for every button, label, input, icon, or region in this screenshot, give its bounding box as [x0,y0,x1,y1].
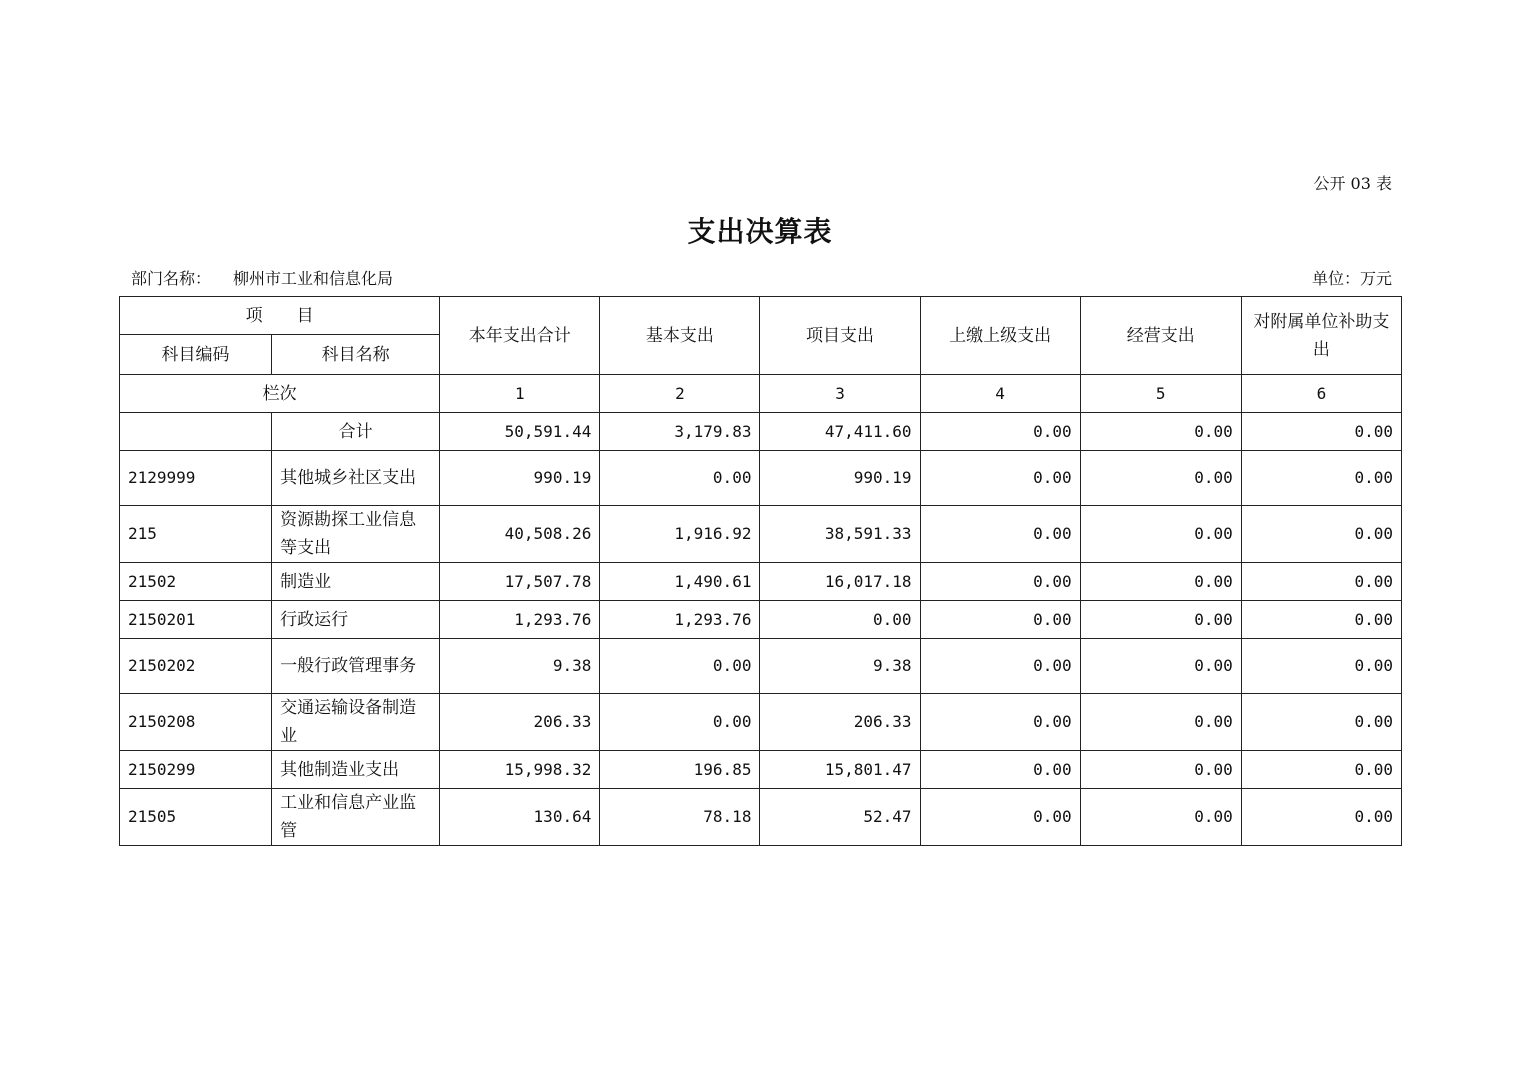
total-value: 0.00 [920,413,1080,451]
column-number: 4 [920,375,1080,413]
subject-code: 2129999 [120,451,272,506]
header-project: 项目支出 [760,297,920,375]
amount-cell: 0.00 [1241,639,1401,694]
column-number-label: 栏次 [120,375,440,413]
column-number: 5 [1080,375,1241,413]
amount-cell: 0.00 [600,694,760,751]
table-row [120,451,1402,506]
amount-cell: 1,490.61 [600,563,760,601]
amount-cell: 0.00 [1080,694,1241,751]
header-item: 项 目 [120,297,440,335]
amount-cell: 15,801.47 [760,751,920,789]
amount-cell: 0.00 [1241,601,1401,639]
amount-cell: 0.00 [1241,563,1401,601]
subject-name: 资源勘探工业信息等支出 [272,506,440,563]
subject-name: 其他制造业支出 [272,751,440,789]
form-code: 公开 03 表 [1313,174,1392,193]
amount-cell: 0.00 [920,639,1080,694]
header-name: 科目名称 [272,335,440,375]
total-value: 0.00 [1241,413,1401,451]
amount-cell: 1,293.76 [440,601,600,639]
amount-cell: 0.00 [1241,506,1401,563]
column-number: 1 [440,375,600,413]
amount-cell: 52.47 [760,789,920,846]
total-value: 0.00 [1080,413,1241,451]
amount-cell: 0.00 [1080,601,1241,639]
amount-cell: 0.00 [1080,639,1241,694]
amount-cell: 206.33 [440,694,600,751]
column-number: 2 [600,375,760,413]
header-subsidy: 对附属单位补助支出 [1241,297,1401,375]
page-title: 支出决算表 [687,215,833,248]
amount-cell: 0.00 [600,639,760,694]
header-total: 本年支出合计 [440,297,600,375]
subject-name: 工业和信息产业监管 [272,789,440,846]
amount-cell: 0.00 [920,506,1080,563]
total-code-cell [120,413,272,451]
table-row [120,639,1402,694]
amount-cell: 1,293.76 [600,601,760,639]
header-basic: 基本支出 [600,297,760,375]
amount-cell: 0.00 [1241,751,1401,789]
amount-cell: 0.00 [1080,451,1241,506]
amount-cell: 196.85 [600,751,760,789]
subject-code: 2150299 [120,751,272,789]
meta-row [131,266,1392,289]
subject-name: 行政运行 [272,601,440,639]
subject-name: 制造业 [272,563,440,601]
amount-cell: 0.00 [920,751,1080,789]
amount-cell: 990.19 [440,451,600,506]
table-row [120,751,1402,789]
amount-cell: 40,508.26 [440,506,600,563]
amount-cell: 0.00 [760,601,920,639]
table-row [120,694,1402,751]
amount-cell: 15,998.32 [440,751,600,789]
unit-label: 单位：万元 [1311,269,1392,288]
table-row [120,789,1402,846]
amount-cell: 16,017.18 [760,563,920,601]
table-row [120,563,1402,601]
table-row [120,506,1402,563]
amount-cell: 0.00 [1080,506,1241,563]
column-number: 6 [1241,375,1401,413]
amount-cell: 0.00 [1080,563,1241,601]
total-value: 3,179.83 [600,413,760,451]
subject-name: 一般行政管理事务 [272,639,440,694]
department-info [131,266,393,289]
amount-cell: 130.64 [440,789,600,846]
amount-cell: 990.19 [760,451,920,506]
subject-code: 2150201 [120,601,272,639]
total-value: 50,591.44 [440,413,600,451]
subject-code: 21505 [120,789,272,846]
amount-cell: 9.38 [760,639,920,694]
subject-code: 21502 [120,563,272,601]
subject-code: 215 [120,506,272,563]
total-value: 47,411.60 [760,413,920,451]
subject-name: 交通运输设备制造业 [272,694,440,751]
amount-cell: 0.00 [600,451,760,506]
total-label: 合计 [272,413,440,451]
amount-cell: 0.00 [1241,694,1401,751]
amount-cell: 0.00 [1080,789,1241,846]
amount-cell: 0.00 [920,601,1080,639]
amount-cell: 0.00 [920,789,1080,846]
amount-cell: 0.00 [1241,451,1401,506]
column-number: 3 [760,375,920,413]
department-label: 部门名称： [131,269,212,288]
header-code: 科目编码 [120,335,272,375]
header-remit: 上缴上级支出 [920,297,1080,375]
header-business: 经营支出 [1080,297,1241,375]
amount-cell: 9.38 [440,639,600,694]
amount-cell: 78.18 [600,789,760,846]
department-name: 柳州市工业和信息化局 [233,269,394,288]
amount-cell: 0.00 [1241,789,1401,846]
table-row [120,601,1402,639]
amount-cell: 38,591.33 [760,506,920,563]
subject-code: 2150208 [120,694,272,751]
amount-cell: 0.00 [920,563,1080,601]
amount-cell: 206.33 [760,694,920,751]
total-row [120,413,1402,451]
expenditure-table [119,296,1402,846]
column-number-row [120,375,1402,413]
amount-cell: 1,916.92 [600,506,760,563]
amount-cell: 17,507.78 [440,563,600,601]
subject-name: 其他城乡社区支出 [272,451,440,506]
amount-cell: 0.00 [920,694,1080,751]
subject-code: 2150202 [120,639,272,694]
amount-cell: 0.00 [920,451,1080,506]
amount-cell: 0.00 [1080,751,1241,789]
